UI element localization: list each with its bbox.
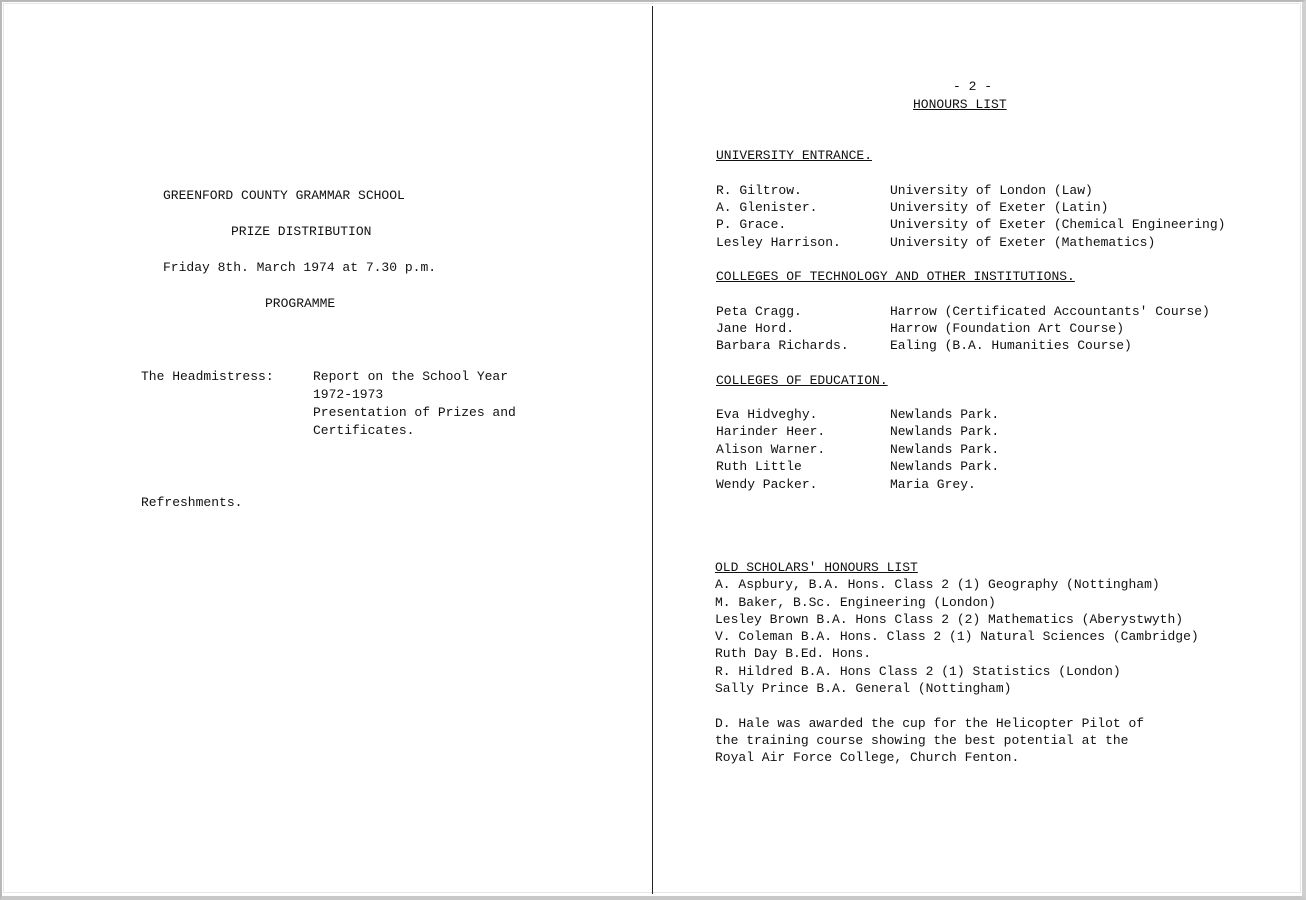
university-heading: UNIVERSITY ENTRANCE. — [716, 148, 873, 163]
student-destination: Newlands Park. — [890, 424, 1000, 439]
student-name: Peta Cragg. — [716, 304, 802, 319]
page-divider — [652, 6, 653, 894]
award-note-line: D. Hale was awarded the cup for the Helicopter Pilot of — [715, 716, 1145, 731]
student-destination: Harrow (Foundation Art Course) — [890, 321, 1125, 336]
technology-heading: COLLEGES OF TECHNOLOGY AND OTHER INSTITUTIONS. — [716, 269, 1075, 284]
refreshments: Refreshments. — [141, 495, 243, 510]
old-scholar-entry: Sally Prince B.A. General (Nottingham) — [715, 681, 1012, 696]
event-title: PRIZE DISTRIBUTION — [231, 224, 372, 239]
student-destination: University of London (Law) — [890, 183, 1093, 198]
student-name: Harinder Heer. — [716, 424, 826, 439]
old-scholar-entry: V. Coleman B.A. Hons. Class 2 (1) Natural Sciences (Cambridge) — [715, 629, 1199, 644]
student-destination: Newlands Park. — [890, 459, 1000, 474]
student-destination: Maria Grey. — [890, 477, 976, 492]
award-note-line: Royal Air Force College, Church Fenton. — [715, 750, 1020, 765]
student-name: Eva Hidveghy. — [716, 407, 818, 422]
student-destination: Ealing (B.A. Humanities Course) — [890, 338, 1132, 353]
award-note-line: the training course showing the best potential at the — [715, 733, 1129, 748]
old-scholar-entry: Lesley Brown B.A. Hons Class 2 (2) Mathematics (Aberystwyth) — [715, 612, 1184, 627]
student-destination: University of Exeter (Chemical Engineering) — [890, 217, 1226, 232]
programme-item: Presentation of Prizes and — [313, 405, 516, 420]
education-heading: COLLEGES OF EDUCATION. — [716, 373, 888, 388]
programme-item: 1972-1973 — [313, 387, 384, 402]
student-name: Alison Warner. — [716, 442, 826, 457]
student-name: Wendy Packer. — [716, 477, 818, 492]
speaker-label: The Headmistress: — [141, 369, 274, 384]
student-name: R. Giltrow. — [716, 183, 802, 198]
honours-title: HONOURS LIST — [913, 97, 1007, 112]
student-name: Jane Hord. — [716, 321, 795, 336]
old-scholar-entry: A. Aspbury, B.A. Hons. Class 2 (1) Geography (Nottingham) — [715, 577, 1160, 592]
old-scholar-entry: Ruth Day B.Ed. Hons. — [715, 646, 872, 661]
student-name: Lesley Harrison. — [716, 235, 841, 250]
page-number: - 2 - — [953, 79, 993, 94]
student-destination: Newlands Park. — [890, 407, 1000, 422]
student-name: A. Glenister. — [716, 200, 818, 215]
student-destination: Newlands Park. — [890, 442, 1000, 457]
school-name: GREENFORD COUNTY GRAMMAR SCHOOL — [163, 188, 405, 203]
student-destination: University of Exeter (Latin) — [890, 200, 1109, 215]
student-name: P. Grace. — [716, 217, 787, 232]
student-name: Ruth Little — [716, 459, 802, 474]
programme-item: Certificates. — [313, 423, 415, 438]
student-destination: Harrow (Certificated Accountants' Course) — [890, 304, 1210, 319]
programme-item: Report on the School Year — [313, 369, 509, 384]
old-scholar-entry: R. Hildred B.A. Hons Class 2 (1) Statistics (London) — [715, 664, 1121, 679]
student-name: Barbara Richards. — [716, 338, 849, 353]
old-scholars-heading: OLD SCHOLARS' HONOURS LIST — [715, 560, 918, 575]
event-date: Friday 8th. March 1974 at 7.30 p.m. — [163, 260, 437, 275]
programme-heading: PROGRAMME — [265, 296, 336, 311]
student-destination: University of Exeter (Mathematics) — [890, 235, 1156, 250]
old-scholar-entry: M. Baker, B.Sc. Engineering (London) — [715, 595, 996, 610]
